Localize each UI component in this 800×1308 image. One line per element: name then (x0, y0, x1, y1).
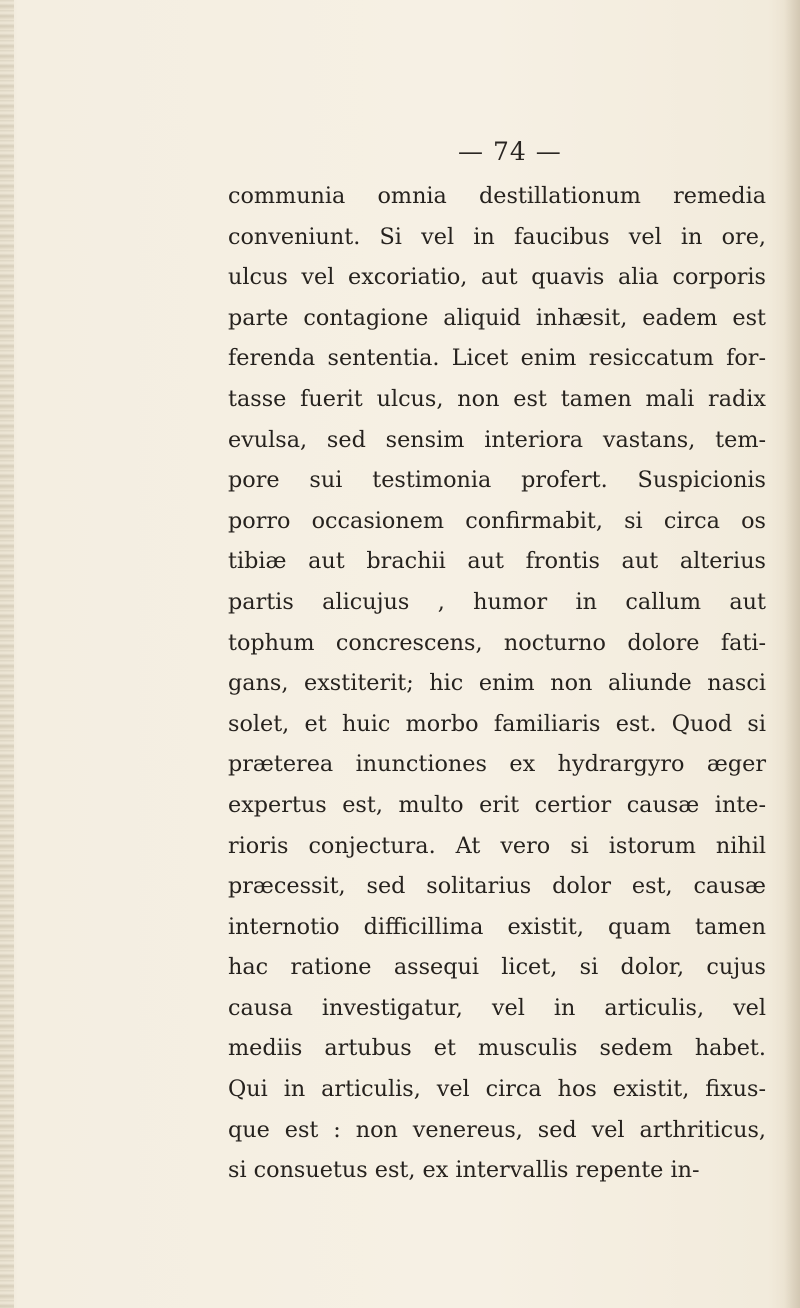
text-line: communia omnia destillationum remedia (228, 183, 766, 209)
text-line: rioris conjectura. At vero si istorum nihil (228, 832, 766, 859)
text-line: solet, et huic morbo familiaris est. Quod si (228, 710, 766, 737)
text-line: expertus est, multo erit certior causæ inte- (228, 791, 766, 818)
text-line: ulcus vel excoriatio, aut quavis alia corporis (228, 264, 766, 291)
text-line: præcessit, sed solitarius dolor est, causæ (228, 873, 766, 900)
text-line: tibiæ aut brachii aut frontis aut alterius (228, 548, 766, 575)
text-line: præterea inunctiones ex hydrargyro æger (228, 751, 766, 778)
text-line: internotio difficillima existit, quam tamen (228, 913, 766, 940)
binding-edge (0, 0, 14, 1308)
text-line: Qui in articulis, vel circa hos existit, fixus- (228, 1076, 766, 1103)
text-line: causa investigatur, vel in articulis, vel (228, 994, 766, 1021)
page-number: — 74 — (458, 137, 562, 166)
text-line: conveniunt. Si vel in faucibus vel in ore, (228, 223, 766, 250)
text-line: ferenda sententia. Licet enim resiccatum for- (228, 345, 766, 372)
text-line: que est : non venereus, sed vel arthriticus, (228, 1116, 766, 1143)
body-text (228, 176, 766, 1191)
page-edge-shadow (784, 0, 800, 1308)
text-line: si consuetus est, ex intervallis repente in- (228, 1157, 700, 1184)
text-line: partis alicujus , humor in callum aut (228, 588, 766, 615)
text-line: gans, exstiterit; hic enim non aliunde nasci (228, 670, 766, 697)
text-line: mediis artubus et musculis sedem habet. (228, 1035, 766, 1062)
text-line: parte contagione aliquid inhæsit, eadem est (228, 304, 766, 331)
text-line: evulsa, sed sensim interiora vastans, tem- (228, 426, 766, 453)
text-line: tasse fuerit ulcus, non est tamen mali radix (228, 385, 766, 412)
text-line: tophum concrescens, nocturno dolore fati- (228, 629, 766, 656)
text-line: porro occasionem confirmabit, si circa os (228, 507, 766, 534)
text-line: pore sui testimonia profert. Suspicionis (228, 467, 766, 494)
text-line: hac ratione assequi licet, si dolor, cujus (228, 954, 766, 981)
